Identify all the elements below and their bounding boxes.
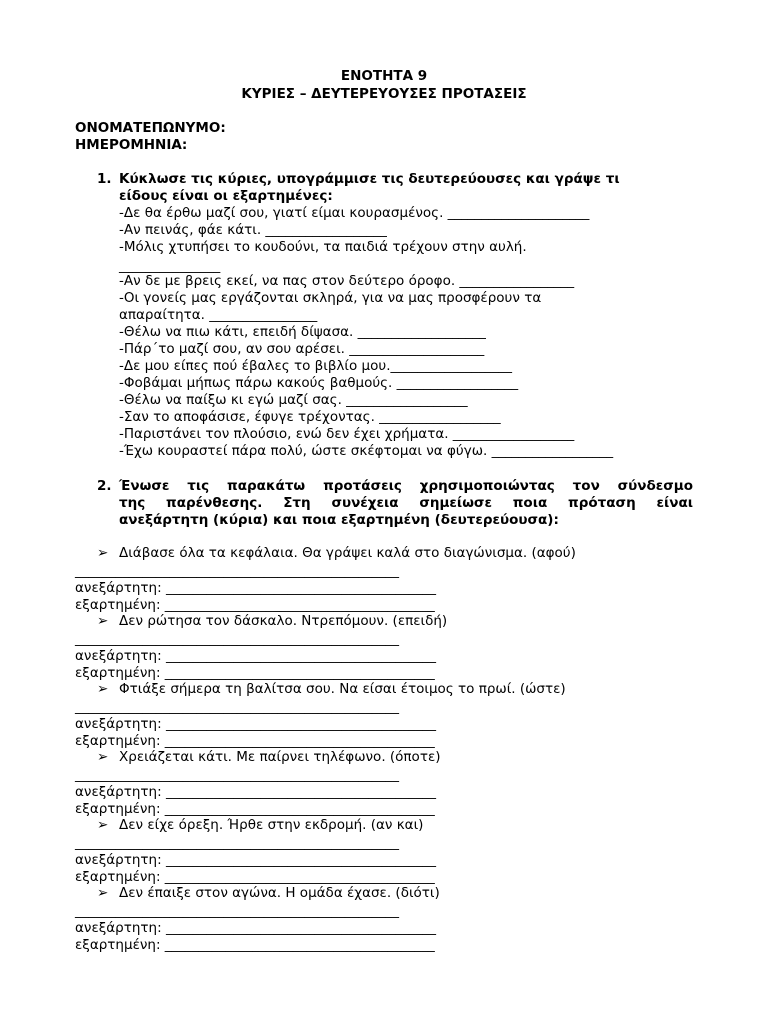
- sentence-5: -Οι γονείς μας εργάζονται σκληρά, για να μας προσφέρουν τα: [119, 290, 542, 306]
- independent-clause-line: ανεξάρτητη: ________________________________________: [75, 784, 436, 800]
- name-label: ΟΝΟΜΑΤΕΠΩΝΥΜΟ:: [75, 120, 226, 136]
- exercise-1-instruction-line2: είδους είναι οι εξαρτημένες:: [119, 188, 333, 204]
- independent-clause-line: ανεξάρτητη: ________________________________________: [75, 920, 436, 936]
- sentence-3: -Μόλις χτυπήσει το κουδούνι, τα παιδιά τρέχουν στην αυλή.: [119, 239, 527, 255]
- exercise-2-item-3: Φτιάξε σήμερα τη βαλίτσα σου. Να είσαι έτοιμος το πρωί. (ώστε): [119, 681, 566, 697]
- sentence-7: -Πάρ΄το μαζί σου, αν σου αρέσει. ____________________: [119, 341, 485, 357]
- answer-blank-line: ________________________________________________: [75, 835, 399, 851]
- answer-blank-line: ________________________________________________: [75, 767, 399, 783]
- independent-clause-line: ανεξάρτητη: ________________________________________: [75, 648, 436, 664]
- exercise-1-number: 1.: [97, 171, 112, 187]
- exercise-1-instruction-line1: Κύκλωσε τις κύριες, υπογράμμισε τις δευτερεύουσες και γράψε τι: [119, 171, 620, 187]
- dependent-clause-line: εξαρτημένη: ________________________________________: [75, 869, 435, 885]
- arrow-bullet-icon: ➢: [97, 681, 109, 697]
- exercise-2-item-4: Χρειάζεται κάτι. Με παίρνει τηλέφωνο. (όποτε): [119, 749, 441, 765]
- sentence-3-blank: _______________: [119, 258, 221, 274]
- answer-blank-line: ________________________________________________: [75, 699, 399, 715]
- sentence-10: -Θέλω να παίξω κι εγώ μαζί σας. __________________: [119, 392, 468, 408]
- arrow-bullet-icon: ➢: [97, 545, 109, 561]
- exercise-2-item-6: Δεν έπαιξε στον αγώνα. Η ομάδα έχασε. (διότι): [119, 885, 440, 901]
- sentence-6: -Θέλω να πιω κάτι, επειδή δίψασα. ___________________: [119, 324, 486, 340]
- sentence-2: -Αν πεινάς, φάε κάτι. __________________: [119, 222, 387, 238]
- independent-clause-line: ανεξάρτητη: ________________________________________: [75, 580, 436, 596]
- arrow-bullet-icon: ➢: [97, 885, 109, 901]
- exercise-2-instruction-line1: Ένωσε τις παρακάτω προτάσεις χρησιμοποιώντας τον σύνδεσμο: [119, 478, 693, 494]
- sentence-5-cont: απαραίτητα. ________________: [119, 307, 318, 323]
- exercise-2-instruction-line2: της παρένθεσης. Στη συνέχεια σημείωσε ποια πρόταση είναι: [119, 495, 693, 511]
- independent-clause-line: ανεξάρτητη: ________________________________________: [75, 852, 436, 868]
- unit-title: ΕΝΟΤΗΤΑ 9: [340, 68, 428, 84]
- exercise-2-instruction-line3: ανεξάρτητη (κύρια) και ποια εξαρτημένη (δευτερεύουσα):: [119, 512, 559, 528]
- sentence-13: -Έχω κουραστεί πάρα πολύ, ώστε σκέφτομαι να φύγω. __________________: [119, 443, 614, 459]
- sentence-12: -Παριστάνει τον πλούσιο, ενώ δεν έχει χρήματα. __________________: [119, 426, 575, 442]
- independent-clause-line: ανεξάρτητη: ________________________________________: [75, 716, 436, 732]
- exercise-2-number: 2.: [97, 478, 112, 494]
- sentence-11: -Σαν το αποφάσισε, έφυγε τρέχοντας. __________________: [119, 409, 501, 425]
- dependent-clause-line: εξαρτημένη: ________________________________________: [75, 597, 435, 613]
- dependent-clause-line: εξαρτημένη: ________________________________________: [75, 937, 435, 953]
- arrow-bullet-icon: ➢: [97, 613, 109, 629]
- dependent-clause-line: εξαρτημένη: ________________________________________: [75, 801, 435, 817]
- sentence-1: -Δε θα έρθω μαζί σου, γιατί είμαι κουρασμένος. _____________________: [119, 205, 590, 221]
- page-subtitle: ΚΥΡΙΕΣ – ΔΕΥΤΕΡΕΥΟΥΣΕΣ ΠΡΟΤΑΣΕΙΣ: [241, 86, 527, 102]
- answer-blank-line: ________________________________________________: [75, 563, 399, 579]
- sentence-4: -Αν δε με βρεις εκεί, να πας στον δεύτερο όροφο. _________________: [119, 273, 575, 289]
- exercise-2-item-1: Διάβασε όλα τα κεφάλαια. Θα γράψει καλά στο διαγώνισμα. (αφού): [119, 545, 576, 561]
- arrow-bullet-icon: ➢: [97, 817, 109, 833]
- answer-blank-line: ________________________________________________: [75, 903, 399, 919]
- exercise-2-item-2: Δεν ρώτησα τον δάσκαλο. Ντρεπόμουν. (επειδή): [119, 613, 448, 629]
- sentence-9: -Φοβάμαι μήπως πάρω κακούς βαθμούς. __________________: [119, 375, 519, 391]
- dependent-clause-line: εξαρτημένη: ________________________________________: [75, 665, 435, 681]
- answer-blank-line: ________________________________________________: [75, 631, 399, 647]
- exercise-2-item-5: Δεν είχε όρεξη. Ήρθε στην εκδρομή. (αν και): [119, 817, 424, 833]
- sentence-8: -Δε μου είπες πού έβαλες το βιβλίο μου.__________________: [119, 358, 512, 374]
- arrow-bullet-icon: ➢: [97, 749, 109, 765]
- dependent-clause-line: εξαρτημένη: ________________________________________: [75, 733, 435, 749]
- date-label: ΗΜΕΡΟΜΗΝΙΑ:: [75, 137, 188, 153]
